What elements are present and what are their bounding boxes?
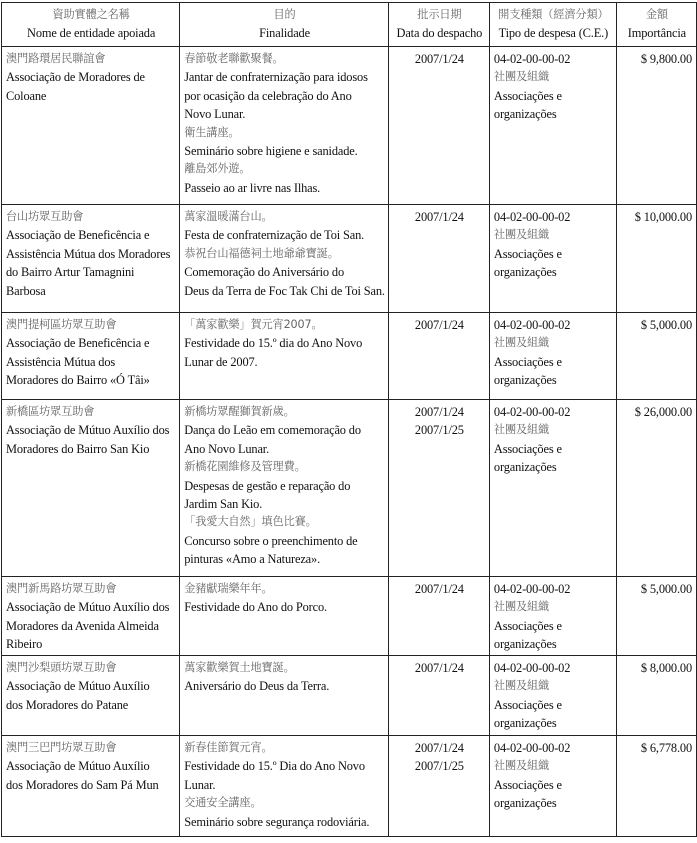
dispatch-date-cell-line: 2007/1/24 [414, 582, 464, 596]
dispatch-date-cell-line: 2007/1/25 [414, 759, 464, 774]
entity-name-cell [2, 400, 180, 577]
purpose-cell-line: 新橋坊眾醒獅賀新歲。 [184, 405, 295, 418]
expense-type-cell-line: Associações e [493, 246, 562, 261]
purpose-cell-line: Ano Novo Lunar. [184, 441, 270, 456]
entity-name-cell-line: Associação de Mútuo Auxílio [6, 679, 150, 694]
expense-type-cell [489, 47, 616, 205]
amount-cell-line: $ 9,800.00 [640, 52, 692, 66]
entity-name-cell-line: 澳門路環居民聯誼會 [6, 52, 106, 65]
expense-type-cell-line: 社團及組織 [493, 423, 550, 437]
entity-name-cell-line: Associação de Beneficência e [6, 228, 150, 243]
purpose-cell-line: 恭祝台山福德祠土地爺爺寶誕。 [184, 246, 339, 260]
expense-type-cell-line: 社團及組織 [493, 228, 550, 242]
header-row [2, 3, 697, 47]
entity-name-cell-line: Moradores do Bairro San Kio [6, 441, 150, 456]
header-zh-label: 目的 [273, 8, 296, 21]
purpose-cell-line: 新春佳節賀元宵。 [184, 741, 273, 754]
entity-name-cell-line: 澳門新馬路坊眾互助會 [6, 582, 117, 595]
purpose-cell-line: Novo Lunar. [184, 107, 246, 122]
expense-type-cell-line: 04-02-00-00-02 [493, 741, 571, 755]
expense-type-cell-line: 04-02-00-00-02 [493, 52, 571, 66]
purpose-cell-line: 交通安全講座。 [184, 796, 262, 810]
dispatch-date-cell [388, 400, 489, 577]
expense-type-cell-line: 社團及組織 [493, 70, 550, 84]
entity-name-cell-line: 澳門沙梨頭坊眾互助會 [6, 661, 117, 674]
entity-name-cell-line: 澳門提柯區坊眾互助會 [6, 318, 117, 331]
entity-name-cell-line: dos Moradores do Patane [6, 697, 129, 712]
expense-type-cell-line: organizações [493, 373, 557, 388]
table-row [2, 400, 697, 577]
purpose-cell-line: Seminário sobre segurança rodoviária. [184, 814, 370, 829]
expense-type-cell-line: 社團及組織 [493, 336, 550, 350]
expense-type-cell [489, 313, 616, 400]
expense-type-cell-line: 04-02-00-00-02 [493, 318, 571, 332]
purpose-cell-line: 金豬獻瑞樂年年。 [184, 582, 273, 595]
expense-type-cell-line: 04-02-00-00-02 [493, 582, 571, 596]
table-row [2, 577, 697, 656]
expense-type-cell-line: Associações e [493, 618, 562, 633]
header-pt-label: Finalidade [259, 26, 310, 41]
purpose-cell-line: Concurso sobre o preenchimento de [184, 533, 358, 548]
dispatch-date-cell [388, 736, 489, 837]
entity-name-cell-line: Coloane [6, 88, 47, 103]
amount-cell-line: $ 8,000.00 [640, 661, 692, 675]
dispatch-date-cell [388, 205, 489, 313]
amount-cell [616, 205, 696, 313]
header-zh-label: 金額 [645, 8, 668, 21]
purpose-cell [180, 205, 389, 313]
amount-cell [616, 313, 696, 400]
expense-type-cell [489, 400, 616, 577]
entity-name-cell-line: Assistência Mútua dos Moradores [6, 246, 171, 261]
expense-type-cell [489, 736, 616, 837]
entity-name-cell [2, 313, 180, 400]
purpose-cell-line: 萬家溫暖滿台山。 [184, 210, 273, 223]
expense-type-cell-line: 04-02-00-00-02 [493, 405, 571, 419]
column-header-entity-name [2, 3, 180, 47]
amount-cell [616, 400, 696, 577]
entity-name-cell-line: 新橋區坊眾互助會 [6, 405, 95, 418]
dispatch-date-cell [388, 47, 489, 205]
expense-type-cell [489, 577, 616, 656]
amount-cell-line: $ 5,000.00 [640, 318, 692, 332]
purpose-cell [180, 736, 389, 837]
purpose-cell-line: Festividade do 15.º Dia do Ano Novo [184, 759, 365, 774]
entity-name-cell-line: Associação de Mútuo Auxílio [6, 759, 150, 774]
entity-name-cell-line: dos Moradores do Sam Pá Mun [6, 777, 159, 792]
header-pt-label: Tipo de despesa (C.E.) [498, 26, 609, 41]
entity-name-cell-line: Associação de Mútuo Auxílio dos [6, 600, 170, 615]
purpose-cell-line: pinturas «Amo a Natureza». [184, 552, 321, 567]
purpose-cell-line: Lunar. [184, 777, 216, 792]
entity-name-cell-line: 台山坊眾互助會 [6, 210, 84, 223]
entity-name-cell [2, 47, 180, 205]
entity-name-cell [2, 577, 180, 656]
dispatch-date-cell [388, 577, 489, 656]
expense-type-cell-line: 社團及組織 [493, 600, 550, 614]
purpose-cell-line: Lunar de 2007. [184, 354, 258, 369]
entity-name-cell [2, 205, 180, 313]
purpose-cell-line: por ocasição da celebração do Ano [184, 88, 352, 103]
entity-name-cell-line: Associação de Beneficência e [6, 336, 150, 351]
entity-name-cell-line: Barbosa [6, 283, 46, 298]
amount-cell-line: $ 5,000.00 [640, 582, 692, 596]
table-row [2, 313, 697, 400]
purpose-cell-line: Seminário sobre higiene e sanidade. [184, 143, 358, 158]
amount-cell [616, 736, 696, 837]
expense-type-cell-line: organizações [493, 460, 557, 475]
amount-cell-line: $ 6,778.00 [640, 741, 692, 755]
header-pt-label: Importância [627, 26, 686, 41]
header-zh-label: 資助實體之名稱 [52, 8, 130, 21]
expense-type-cell [489, 205, 616, 313]
purpose-cell [180, 400, 389, 577]
purpose-cell-line: 離島郊外遊。 [184, 162, 251, 176]
column-header-purpose [180, 3, 389, 47]
purpose-cell [180, 313, 389, 400]
expense-type-cell-line: Associações e [493, 697, 562, 712]
table-row [2, 205, 697, 313]
dispatch-date-cell-line: 2007/1/24 [414, 661, 464, 675]
purpose-cell-line: 新橋花園維修及管理費。 [184, 460, 306, 474]
purpose-cell-line: Aniversário do Deus da Terra. [184, 679, 330, 694]
purpose-cell-line: Jantar de confraternização para idosos [184, 70, 368, 85]
dispatch-date-cell-line: 2007/1/25 [414, 423, 464, 438]
amount-cell [616, 47, 696, 205]
purpose-cell-line: Dança do Leão em comemoração do [184, 423, 361, 438]
dispatch-date-cell-line: 2007/1/24 [414, 405, 464, 419]
purpose-cell-line: Deus da Terra de Foc Tak Chi de Toi San. [184, 283, 385, 298]
column-header-amount [616, 3, 696, 47]
purpose-cell [180, 47, 389, 205]
amount-cell [616, 577, 696, 656]
amount-cell-line: $ 10,000.00 [634, 210, 692, 224]
expense-type-cell-line: organizações [493, 107, 557, 122]
purpose-cell-line: Festividade do Ano do Porco. [184, 600, 327, 615]
table-row [2, 736, 697, 837]
entity-name-cell-line: 澳門三巴門坊眾互助會 [6, 741, 117, 754]
expense-type-cell-line: Associações e [493, 354, 562, 369]
entity-name-cell-line: do Bairro Artur Tamagnini [6, 265, 135, 280]
purpose-cell-line: 「我愛大自然」填色比賽。 [184, 515, 317, 529]
entity-name-cell-line: Moradores da Avenida Almeida [6, 618, 159, 633]
purpose-cell-line: Festividade do 15.º dia do Ano Novo [184, 336, 363, 351]
purpose-cell [180, 577, 389, 656]
header-pt-label: Data do despacho [396, 26, 483, 41]
purpose-cell-line: Comemoração do Aniversário do [184, 265, 345, 280]
dispatch-date-cell [388, 313, 489, 400]
header-pt-label: Nome de entidade apoiada [27, 26, 156, 41]
entity-name-cell-line: Moradores do Bairro «Ó Tâi» [6, 373, 150, 388]
purpose-cell-line: Festa de confraternização de Toi San. [184, 228, 365, 243]
purpose-cell-line: 「萬家歡樂」賀元宵2007。 [184, 318, 323, 331]
expense-type-cell-line: 04-02-00-00-02 [493, 661, 571, 675]
amount-cell-line: $ 26,000.00 [634, 405, 692, 419]
purpose-cell-line: Despesas de gestão e reparação do [184, 478, 351, 493]
purpose-cell-line: 衛生講座。 [184, 125, 240, 139]
dispatch-date-cell-line: 2007/1/24 [414, 318, 464, 332]
purpose-cell-line: 萬家歡樂賀土地寶誕。 [184, 661, 295, 674]
dispatch-date-cell [388, 656, 489, 736]
purpose-cell [180, 656, 389, 736]
expense-type-cell [489, 656, 616, 736]
expense-type-cell-line: Associações e [493, 777, 562, 792]
expense-type-cell-line: 04-02-00-00-02 [493, 210, 571, 224]
expense-type-cell-line: organizações [493, 637, 557, 652]
dispatch-date-cell-line: 2007/1/24 [414, 741, 464, 755]
table-row [2, 47, 697, 205]
purpose-cell-line: Jardim San Kio. [184, 496, 263, 511]
entity-name-cell [2, 736, 180, 837]
expense-type-cell-line: organizações [493, 265, 557, 280]
header-zh-label: 開支種類（經濟分類） [498, 8, 609, 21]
purpose-cell-line: Passeio ao ar livre nas Ilhas. [184, 180, 321, 195]
expense-type-cell-line: organizações [493, 796, 557, 811]
dispatch-date-cell-line: 2007/1/24 [414, 210, 464, 224]
purpose-cell-line: 春節敬老聯歡聚餐。 [184, 52, 284, 65]
expense-type-cell-line: Associações e [493, 441, 562, 456]
dispatch-date-cell-line: 2007/1/24 [414, 52, 464, 66]
table-row [2, 656, 697, 736]
entity-name-cell-line: Associação de Mútuo Auxílio dos [6, 423, 170, 438]
expense-type-cell-line: Associações e [493, 88, 562, 103]
entity-name-cell [2, 656, 180, 736]
entity-name-cell-line: Assistência Mútua dos [6, 354, 116, 369]
subsidy-table [1, 2, 697, 837]
column-header-dispatch-date [388, 3, 489, 47]
header-zh-label: 批示日期 [417, 8, 462, 21]
expense-type-cell-line: 社團及組織 [493, 679, 550, 693]
entity-name-cell-line: Associação de Moradores de [6, 70, 145, 85]
amount-cell [616, 656, 696, 736]
column-header-expense-type [489, 3, 616, 47]
expense-type-cell-line: organizações [493, 716, 557, 731]
expense-type-cell-line: 社團及組織 [493, 759, 550, 773]
entity-name-cell-line: Ribeiro [6, 637, 43, 652]
